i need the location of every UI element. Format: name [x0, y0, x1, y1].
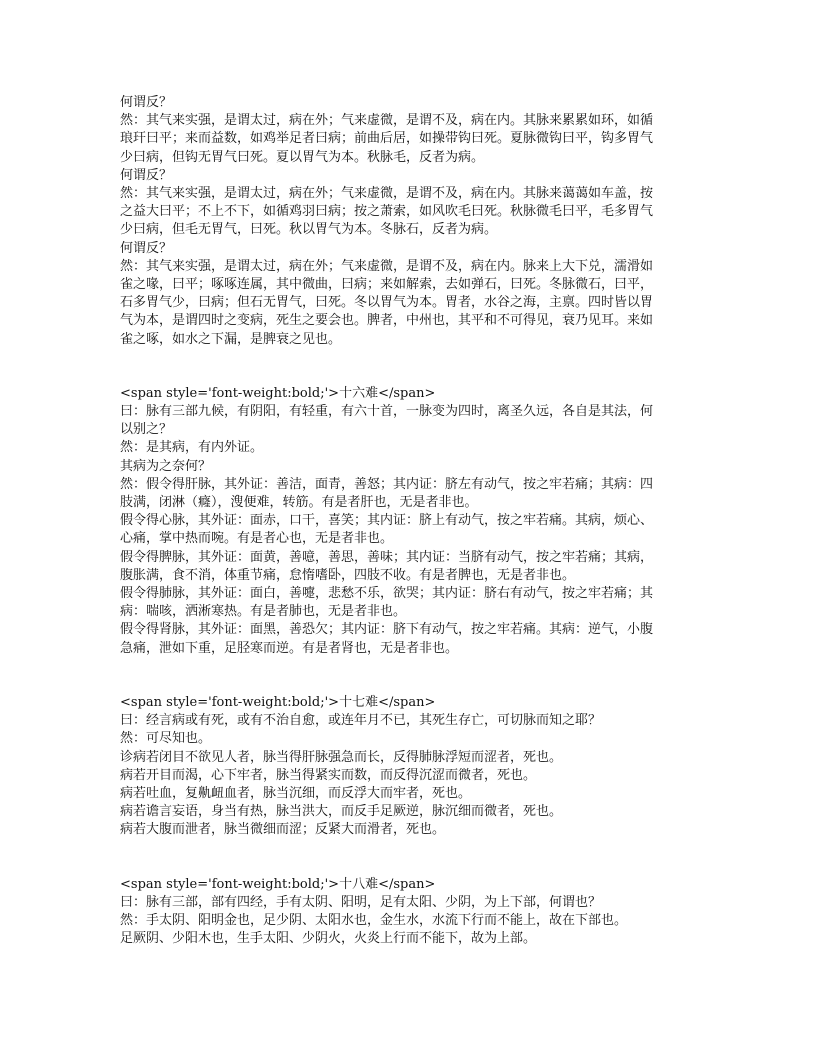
- section-shibanan: [120, 876, 704, 949]
- text-line: 病若吐血，复鼽衄血者，脉当沉细，而反浮大而牢者，死也。: [120, 785, 472, 801]
- text-line: 何谓反？: [120, 167, 173, 183]
- text-line: 少曰病，但钩无胃气曰死。夏以胃气为本。秋脉毛，反者为病。: [120, 149, 485, 165]
- text-line: 然：手太阴、阳明金也，足少阴、太阳水也，金生水，水流下行而不能上，故在下部也。: [120, 912, 628, 928]
- text-line: 假令得脾脉，其外证：面黄，善噫，善思，善味；其内证：当脐有动气，按之牢若痛；其病，: [120, 549, 654, 565]
- text-line: 心痛，掌中热而啘。有是者心也，无是者非也。: [120, 531, 394, 547]
- section-shiliunan: [120, 385, 704, 658]
- text-line: 曰：脉有三部九候，有阴阳，有轻重，有六十首，一脉变为四时，离圣久远，各自是其法，何: [120, 404, 654, 420]
- text-line: 假令得心脉，其外证：面赤，口干，喜笑；其内证：脐上有动气，按之牢若痛。其病，烦心、: [120, 513, 654, 529]
- section-heading: <span style='font-weight:bold;'>十六难</span>: [120, 385, 436, 401]
- text-line: 然：是其病，有内外证。: [120, 440, 264, 456]
- text-line: 病若开目而渴，心下牢者，脉当得紧实而数，而反得沉涩而微者，死也。: [120, 767, 537, 783]
- text-line: 少曰病，但毛无胃气，曰死。秋以胃气为本。冬脉石，反者为病。: [120, 222, 498, 238]
- text-line: 病若谵言妄语，身当有热，脉当洪大，而反手足厥逆，脉沉细而微者，死也。: [120, 804, 563, 820]
- text-line: 肢满，闭淋（癃），溲便难，转筋。有是者肝也，无是者非也。: [120, 495, 478, 511]
- text-line: 以别之？: [120, 422, 173, 438]
- section-shiwunan-continued: [120, 94, 704, 349]
- text-line: 何谓反？: [120, 240, 173, 256]
- text-line: 雀之啄，如水之下漏，是脾衰之见也。: [120, 331, 342, 347]
- text-line: 然：假令得肝脉，其外证：善洁，面青，善怒；其内证：脐左有动气，按之牢若痛；其病：四: [120, 476, 654, 492]
- text-line: 之益大曰平；不上不下，如循鸡羽曰病；按之萧索，如风吹毛曰死。秋脉微毛曰平，毛多胃气: [120, 204, 654, 220]
- text-line: 曰：经言病或有死，或有不治自愈，或连年月不已，其死生存亡，可切脉而知之耶？: [120, 713, 602, 729]
- text-line: 急痛，泄如下重，足胫寒而逆。有是者肾也，无是者非也。: [120, 640, 459, 656]
- section-heading: <span style='font-weight:bold;'>十七难</span>: [120, 694, 436, 710]
- section-spacer: [120, 658, 704, 694]
- text-line: 诊病若闭目不欲见人者，脉当得肝脉强急而长，反得肺脉浮短而涩者，死也。: [120, 749, 563, 765]
- text-line: 足厥阴、少阳木也，生手太阳、少阴火，火炎上行而不能下，故为上部。: [120, 931, 537, 947]
- text-line: 病：喘咳，洒淅寒热。有是者肺也，无是者非也。: [120, 604, 407, 620]
- section-shiqinan: [120, 694, 704, 840]
- text-line: 然：其气来实强，是谓太过，病在外；气来虚微，是谓不及，病在内。其脉来累累如环，如循: [120, 113, 654, 129]
- text-line: 然：可尽知也。: [120, 731, 212, 747]
- text-line: 然：其气来实强，是谓太过，病在外；气来虚微，是谓不及，病在内。脉来上大下兑，濡滑如: [120, 258, 654, 274]
- text-line: 何谓反？: [120, 95, 173, 110]
- text-line: 石多胃气少，曰病；但石无胃气，曰死。冬以胃气为本。胃者，水谷之海，主禀。四时皆以胃: [120, 295, 654, 311]
- text-line: 假令得肾脉，其外证：面黑，善恐欠；其内证：脐下有动气，按之牢若痛。其病：逆气，小腹: [120, 622, 654, 638]
- text-line: 琅玕曰平；来而益数，如鸡举足者曰病；前曲后居，如操带钩曰死。夏脉微钩曰平，钩多胃气: [120, 131, 654, 147]
- document-body: [120, 94, 704, 948]
- text-line: 气为本，是谓四时之变病，死生之要会也。脾者，中州也，其平和不可得见，衰乃见耳。来如: [120, 313, 654, 329]
- section-spacer: [120, 840, 704, 876]
- text-line: 然：其气来实强，是谓太过，病在外；气来虚微，是谓不及，病在内。其脉来蔼蔼如车盖，按: [120, 186, 654, 202]
- text-line: 其病为之奈何？: [120, 458, 212, 474]
- text-line: 腹胀满，食不消，体重节痛，怠惰嗜卧，四肢不收。有是者脾也，无是者非也。: [120, 567, 576, 583]
- text-line: 假令得肺脉，其外证：面白，善嚏，悲愁不乐，欲哭；其内证：脐右有动气，按之牢若痛；其: [120, 586, 654, 602]
- text-line: 曰：脉有三部，部有四经，手有太阴、阳明，足有太阳、少阴，为上下部，何谓也？: [120, 894, 602, 910]
- section-spacer: [120, 349, 704, 385]
- section-heading: <span style='font-weight:bold;'>十八难</span>: [120, 876, 436, 892]
- text-line: 病若大腹而泄者，脉当微细而涩；反紧大而滑者，死也。: [120, 822, 446, 838]
- text-line: 雀之喙，曰平；啄啄连属，其中微曲，曰病；来如解索，去如弹石，曰死。冬脉微石，曰平，: [120, 277, 654, 293]
